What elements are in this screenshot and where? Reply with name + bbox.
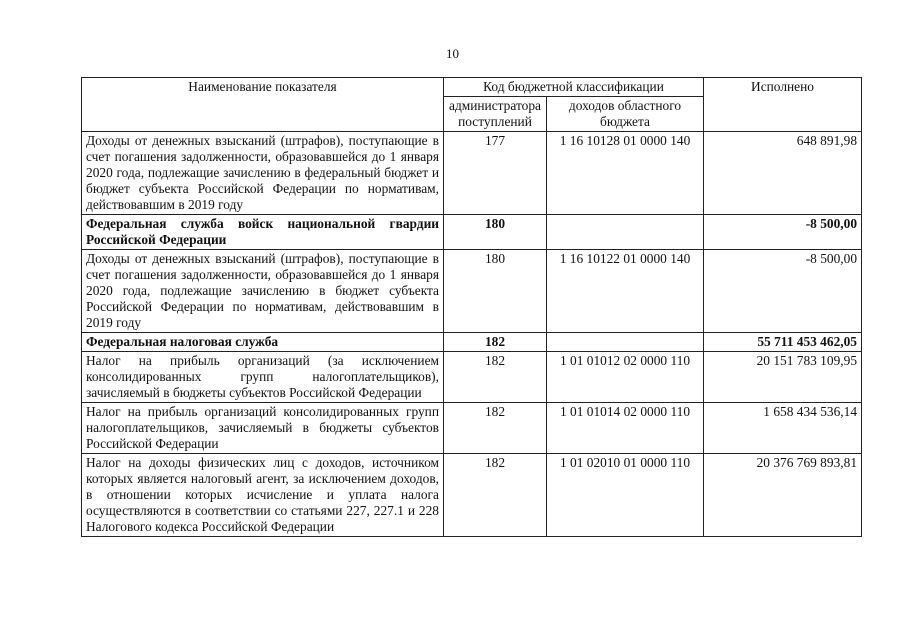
row-income-code — [547, 333, 704, 352]
row-name: Налог на прибыль организаций (за исключением консолидированных групп налогоплательщиков), зачисляемый в бюджеты субъектов Российской Федерации — [82, 352, 444, 403]
table-row — [82, 333, 862, 352]
row-admin-code: 182 — [444, 333, 547, 352]
table-row — [82, 352, 862, 403]
table-body — [82, 132, 862, 537]
header-executed: Исполнено — [704, 78, 862, 132]
row-name: Налог на прибыль организаций консолидированных групп налогоплательщиков, зачисляемый в бюджеты субъектов Российской Федерации — [82, 403, 444, 454]
table-row — [82, 250, 862, 333]
row-income-code: 1 16 10128 01 0000 140 — [547, 132, 704, 215]
row-admin-code: 182 — [444, 352, 547, 403]
header-regional-income: доходов областного бюджета — [547, 97, 704, 132]
header-indicator-name: Наименование показателя — [82, 78, 444, 132]
table-row — [82, 215, 862, 250]
row-admin-code: 180 — [444, 215, 547, 250]
header-administrator: администратора поступлений — [444, 97, 547, 132]
row-income-code: 1 01 02010 01 0000 110 — [547, 454, 704, 537]
row-income-code: 1 16 10122 01 0000 140 — [547, 250, 704, 333]
row-amount: 55 711 453 462,05 — [704, 333, 862, 352]
row-amount: 648 891,98 — [704, 132, 862, 215]
header-budget-classification-code: Код бюджетной классификации — [444, 78, 704, 97]
row-admin-code: 180 — [444, 250, 547, 333]
row-name: Федеральная налоговая служба — [82, 333, 444, 352]
row-amount: -8 500,00 — [704, 250, 862, 333]
row-amount: 20 376 769 893,81 — [704, 454, 862, 537]
table-row — [82, 132, 862, 215]
row-income-code: 1 01 01012 02 0000 110 — [547, 352, 704, 403]
row-income-code — [547, 215, 704, 250]
page-number: 10 — [446, 46, 459, 61]
row-name: Федеральная служба войск национальной гвардии Российской Федерации — [82, 215, 444, 250]
row-name: Доходы от денежных взысканий (штрафов), поступающие в счет погашения задолженности, образовавшейся до 1 января 2020 года, подлежащие зачислению в бюджет субъекта Российской Федерации по нормативам, действовавшим в 2019 году — [82, 250, 444, 333]
row-admin-code: 182 — [444, 403, 547, 454]
row-admin-code: 177 — [444, 132, 547, 215]
row-amount: 1 658 434 536,14 — [704, 403, 862, 454]
budget-revenue-table — [81, 77, 862, 537]
row-amount: -8 500,00 — [704, 215, 862, 250]
table-row — [82, 403, 862, 454]
row-income-code: 1 01 01014 02 0000 110 — [547, 403, 704, 454]
row-admin-code: 182 — [444, 454, 547, 537]
row-amount: 20 151 783 109,95 — [704, 352, 862, 403]
row-name: Доходы от денежных взысканий (штрафов), поступающие в счет погашения задолженности, образовавшейся до 1 января 2020 года, подлежащие зачислению в федеральный бюджет и бюджет субъекта Российской Федерации по нормативам, действовавшим в 2019 году — [82, 132, 444, 215]
table-header-row — [82, 78, 862, 97]
table-row — [82, 454, 862, 537]
row-name: Налог на доходы физических лиц с доходов, источником которых является налоговый агент, за исключением доходов, в отношении которых исчисление и уплата налога осуществляются в соответствии со статьями 227, 227.1 и 228 Налогового кодекса Российской Федерации — [82, 454, 444, 537]
